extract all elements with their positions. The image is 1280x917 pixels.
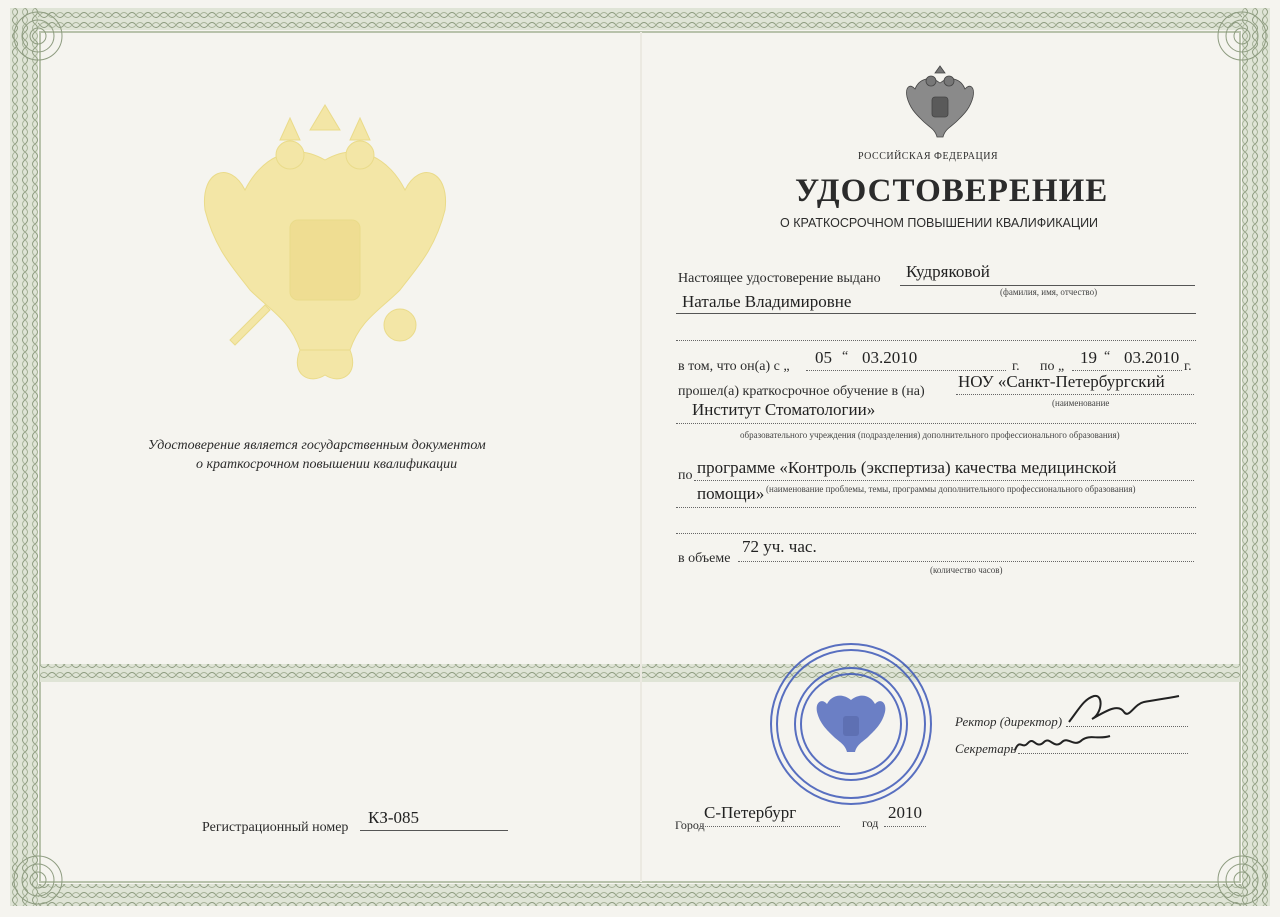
date-from-monthyear: 03.2010: [862, 348, 918, 367]
registration-number: КЗ-085: [368, 808, 420, 827]
volume-value: 72 уч. час.: [742, 537, 817, 556]
given-names: Наталье Владимировне: [682, 292, 852, 311]
year-value: 2010: [888, 803, 922, 822]
date-from-quote: “: [842, 349, 849, 364]
secretary-signature: [1010, 728, 1120, 758]
institution-line2-rule: [676, 423, 1196, 424]
volume-label: в объеме: [678, 551, 731, 566]
blank-line: [676, 340, 1196, 341]
given-names-line: [676, 313, 1196, 314]
volume-hint: (количество часов): [930, 565, 1003, 575]
country-name: РОССИЙСКАЯ ФЕДЕРАЦИЯ: [858, 151, 999, 162]
date-to-line: [1072, 370, 1182, 371]
date-from-label: в том, что он(а) с „: [678, 359, 790, 374]
date-from-day: 05: [815, 348, 832, 367]
state-document-statement: Удостоверение является государственным документом: [148, 438, 486, 453]
coat-of-arms-icon: [905, 65, 975, 143]
official-seal: [767, 640, 935, 808]
surname: Кудряковой: [906, 262, 990, 281]
program-label: по: [678, 468, 693, 483]
institution-hint: (наименование: [1052, 398, 1110, 408]
name-hint: (фамилия, имя, отчество): [1000, 287, 1098, 297]
rector-label: Ректор (директор): [955, 714, 1063, 729]
registration-number-label: Регистрационный номер: [202, 820, 349, 835]
document-subtitle: О КРАТКОСРОЧНОМ ПОВЫШЕНИИ КВАЛИФИКАЦИИ: [780, 216, 1099, 230]
date-to-monthyear: 03.2010: [1124, 348, 1180, 367]
institution-line2: Институт Стоматологии»: [692, 400, 876, 419]
city-label: Город: [675, 818, 705, 832]
date-to-day: 19: [1080, 348, 1097, 367]
program-line2-rule: [676, 507, 1196, 508]
year-suffix-1: г.: [1012, 359, 1020, 374]
training-label: прошел(а) краткосрочное обучение в (на): [678, 384, 925, 399]
surname-line: [900, 285, 1195, 286]
volume-rule: [738, 561, 1194, 562]
institution-line1: НОУ «Санкт-Петербургский: [958, 372, 1165, 391]
institution-hint-2: образовательного учреждения (подразделения) дополнительного профессионального образования): [740, 430, 1120, 440]
document-title: УДОСТОВЕРЕНИЕ: [795, 173, 1109, 209]
program-line1-rule: [694, 480, 1194, 481]
institution-line1-rule: [956, 394, 1194, 395]
date-to-label: по „: [1040, 359, 1065, 374]
state-document-statement-line2: о краткосрочном повышении квалификации: [196, 457, 458, 472]
program-blank-rule: [676, 533, 1196, 534]
program-line2: помощи»: [697, 484, 765, 503]
year-label: год: [862, 816, 879, 830]
city-line: [700, 826, 840, 827]
date-to-quote: “: [1104, 349, 1111, 364]
registration-number-line: [360, 830, 508, 831]
coat-of-arms-watermark: [190, 100, 460, 390]
rector-signature: [1064, 684, 1184, 729]
year-suffix-2: г.: [1184, 359, 1192, 374]
secretary-label: Секретарь: [955, 741, 1017, 756]
program-line1: программе «Контроль (экспертиза) качества медицинской: [697, 458, 1117, 477]
year-line: [884, 826, 926, 827]
issued-label: Настоящее удостоверение выдано: [678, 271, 881, 286]
city-value: С-Петербург: [704, 803, 797, 822]
program-hint: (наименование проблемы, темы, программы дополнительного профессионального образования): [766, 484, 1136, 494]
date-from-line: [806, 370, 1006, 371]
